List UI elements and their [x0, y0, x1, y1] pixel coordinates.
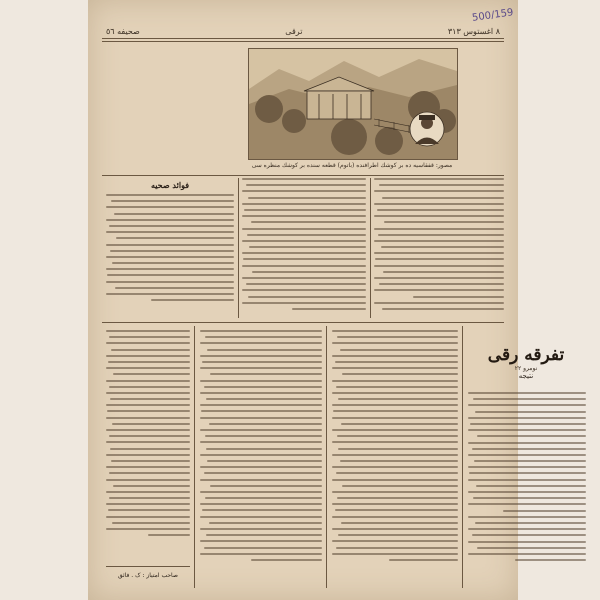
serial-number: نومرو ٢٢ [514, 365, 538, 372]
column-divider [238, 178, 239, 318]
column-divider [462, 326, 463, 588]
lower-column-4-text [106, 330, 190, 562]
header-date: ٨ اغستوس ٣١٣ [447, 26, 500, 36]
header-rule-double [102, 41, 504, 42]
portrait-medallion [410, 112, 444, 146]
column-divider [370, 178, 371, 318]
header-title: ترقی [285, 26, 303, 36]
header-rule [102, 38, 504, 39]
health-section-heading: فوائد صحیه [150, 180, 190, 190]
lower-column-2-text [332, 330, 458, 588]
lower-section-rule [102, 322, 504, 323]
upper-left-column-text [106, 194, 234, 318]
header-page-number: صحیفه ٥٦ [106, 26, 140, 36]
engraving-illustration [248, 48, 458, 160]
mountain-house-engraving [249, 49, 457, 159]
handwritten-page-note: 500/159 [471, 7, 515, 24]
publisher-signature: صاحب امتیاز : ک . فائق [118, 572, 178, 579]
page-header [102, 24, 504, 38]
upper-section-rule [102, 175, 504, 176]
serial-story-heading [466, 345, 586, 385]
lower-column-3-text [200, 330, 322, 588]
serial-subtitle: نتیجه [518, 372, 534, 380]
signature-rule [106, 566, 190, 567]
column-divider [326, 326, 327, 588]
illustration-caption: مصور: قفقاسیه ده بر کوشك اطرافنده (باتوم) قطعه سنده بر کوشك منظره سی [251, 162, 453, 169]
serial-title: تفرقه رقی [487, 345, 565, 365]
upper-middle-column-text [242, 178, 366, 318]
upper-right-column-text [374, 178, 504, 318]
column-divider [194, 326, 195, 588]
serial-column-text [468, 392, 586, 588]
newspaper-page [88, 0, 565, 600]
